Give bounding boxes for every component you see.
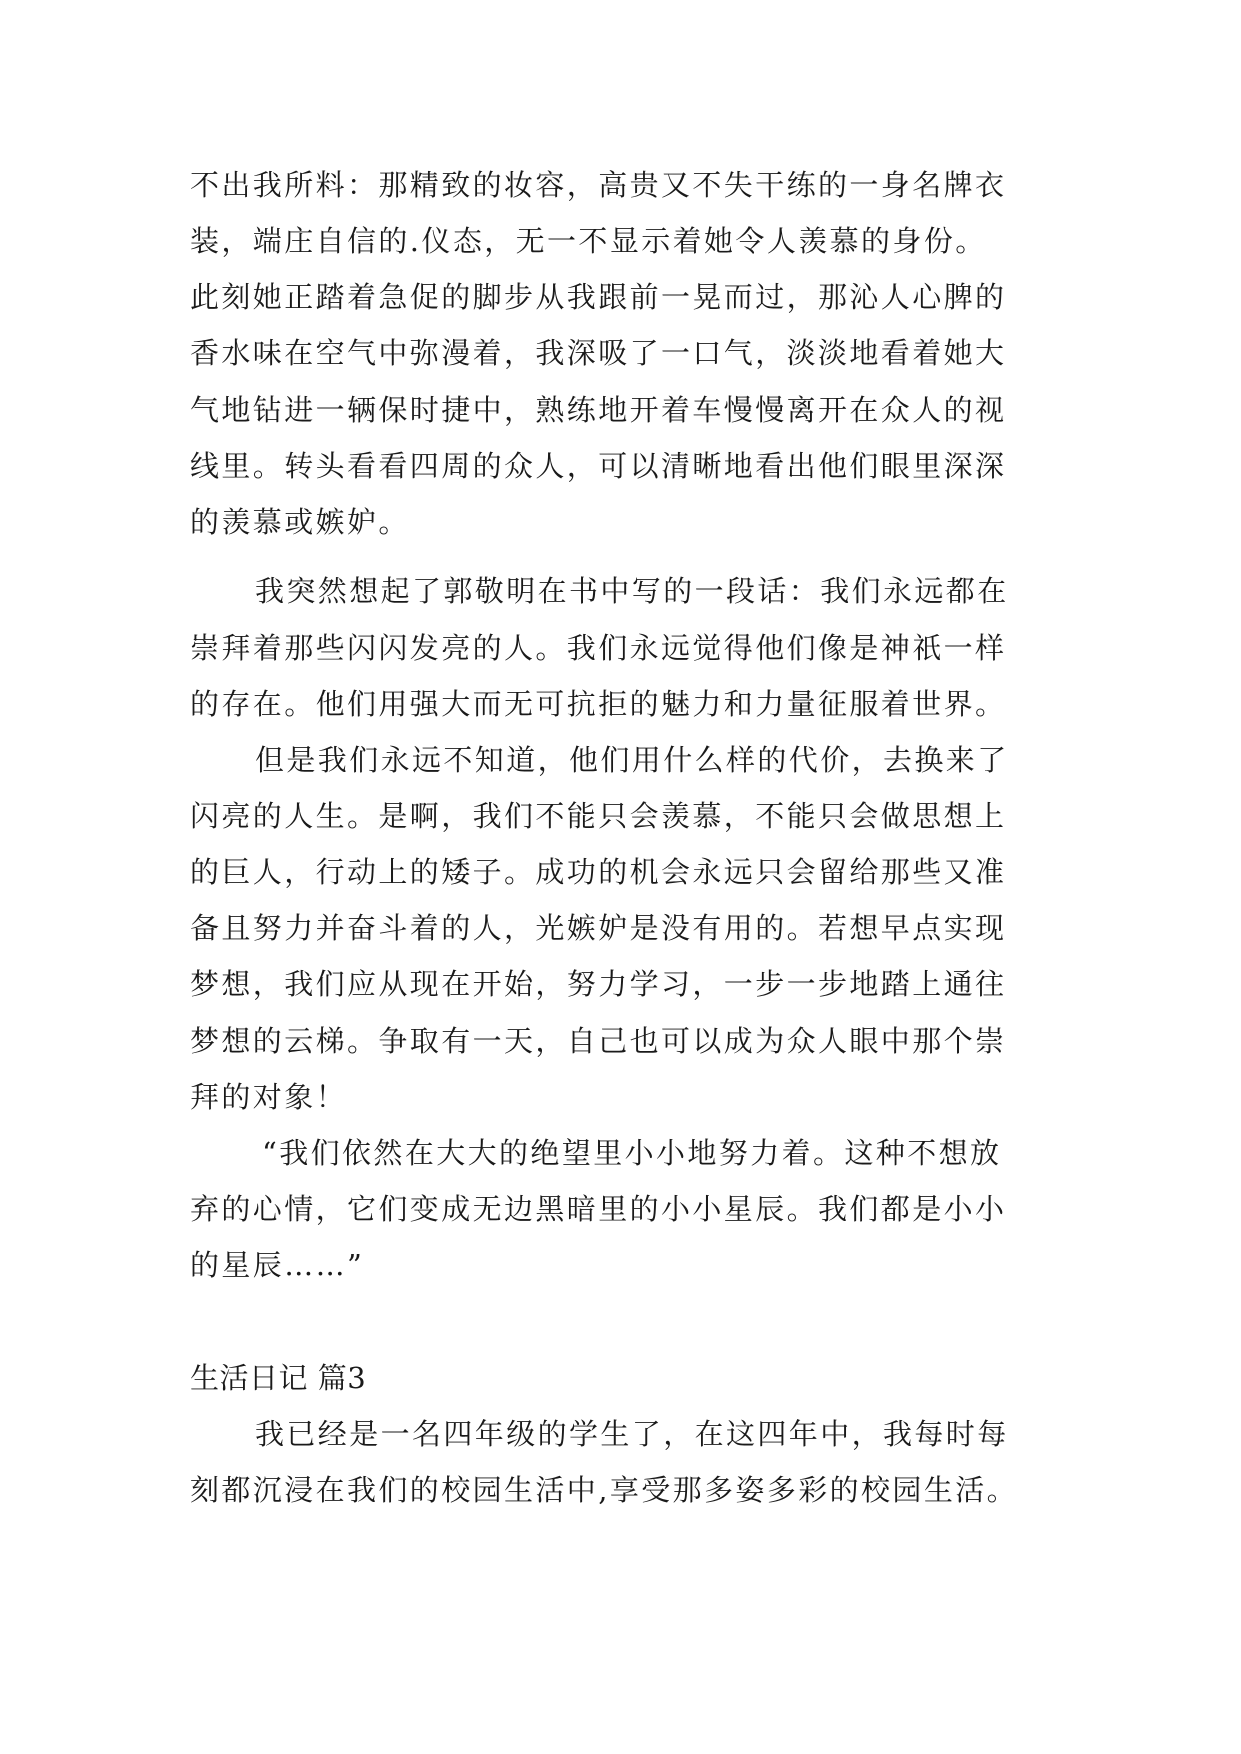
text-line: 备且努力并奋斗着的人，光嫉妒是没有用的。若想早点实现: [190, 911, 1007, 945]
text-line: 弃的心情，它们变成无边黑暗里的小小星辰。我们都是小小: [190, 1192, 1007, 1226]
text-line: 崇拜着那些闪闪发亮的人。我们永远觉得他们像是神祇一样: [190, 631, 1007, 665]
text-line: 装，端庄自信的.仪态，无一不显示着她令人羡慕的身份。: [190, 224, 987, 258]
text-line: 气地钻进一辆保时捷中，熟练地开着车慢慢离开在众人的视: [190, 393, 1007, 427]
text-line: 梦想的云梯。争取有一天，自己也可以成为众人眼中那个崇: [190, 1024, 1007, 1058]
text-line: 的存在。他们用强大而无可抗拒的魅力和力量征服着世界。: [190, 687, 1007, 721]
text-line: 不出我所料：那精致的妆容，高贵又不失干练的一身名牌衣: [190, 168, 1007, 202]
text-line: 的星辰……”: [190, 1248, 365, 1282]
section-heading: 生活日记 篇3: [190, 1361, 367, 1395]
paragraph-start-line: 但是我们永远不知道，他们用什么样的代价，去换来了: [255, 743, 1009, 777]
text-line: 此刻她正踏着急促的脚步从我跟前一晃而过，那沁人心脾的: [190, 280, 1007, 314]
text-line: 线里。转头看看四周的众人，可以清晰地看出他们眼里深深: [190, 449, 1007, 483]
paragraph-start-line: 我已经是一名四年级的学生了，在这四年中，我每时每: [255, 1417, 1009, 1451]
text-line: 梦想，我们应从现在开始，努力学习，一步一步地踏上通往: [190, 967, 1007, 1001]
text-line: 香水味在空气中弥漫着，我深吸了一口气，淡淡地看着她大: [190, 336, 1007, 370]
text-line: 的羡慕或嫉妒。: [190, 505, 410, 539]
text-line: 刻都沉浸在我们的校园生活中,享受那多姿多彩的校园生活。: [190, 1473, 1019, 1507]
paragraph-start-line: 我突然想起了郭敬明在书中写的一段话：我们永远都在: [255, 574, 1009, 608]
text-line: 的巨人，行动上的矮子。成功的机会永远只会留给那些又准: [190, 855, 1007, 889]
text-line: 闪亮的人生。是啊，我们不能只会羡慕，不能只会做思想上: [190, 799, 1007, 833]
text-line: 拜的对象！: [190, 1080, 348, 1114]
quote-start-line: “我们依然在大大的绝望里小小地努力着。这种不想放: [262, 1136, 1002, 1170]
